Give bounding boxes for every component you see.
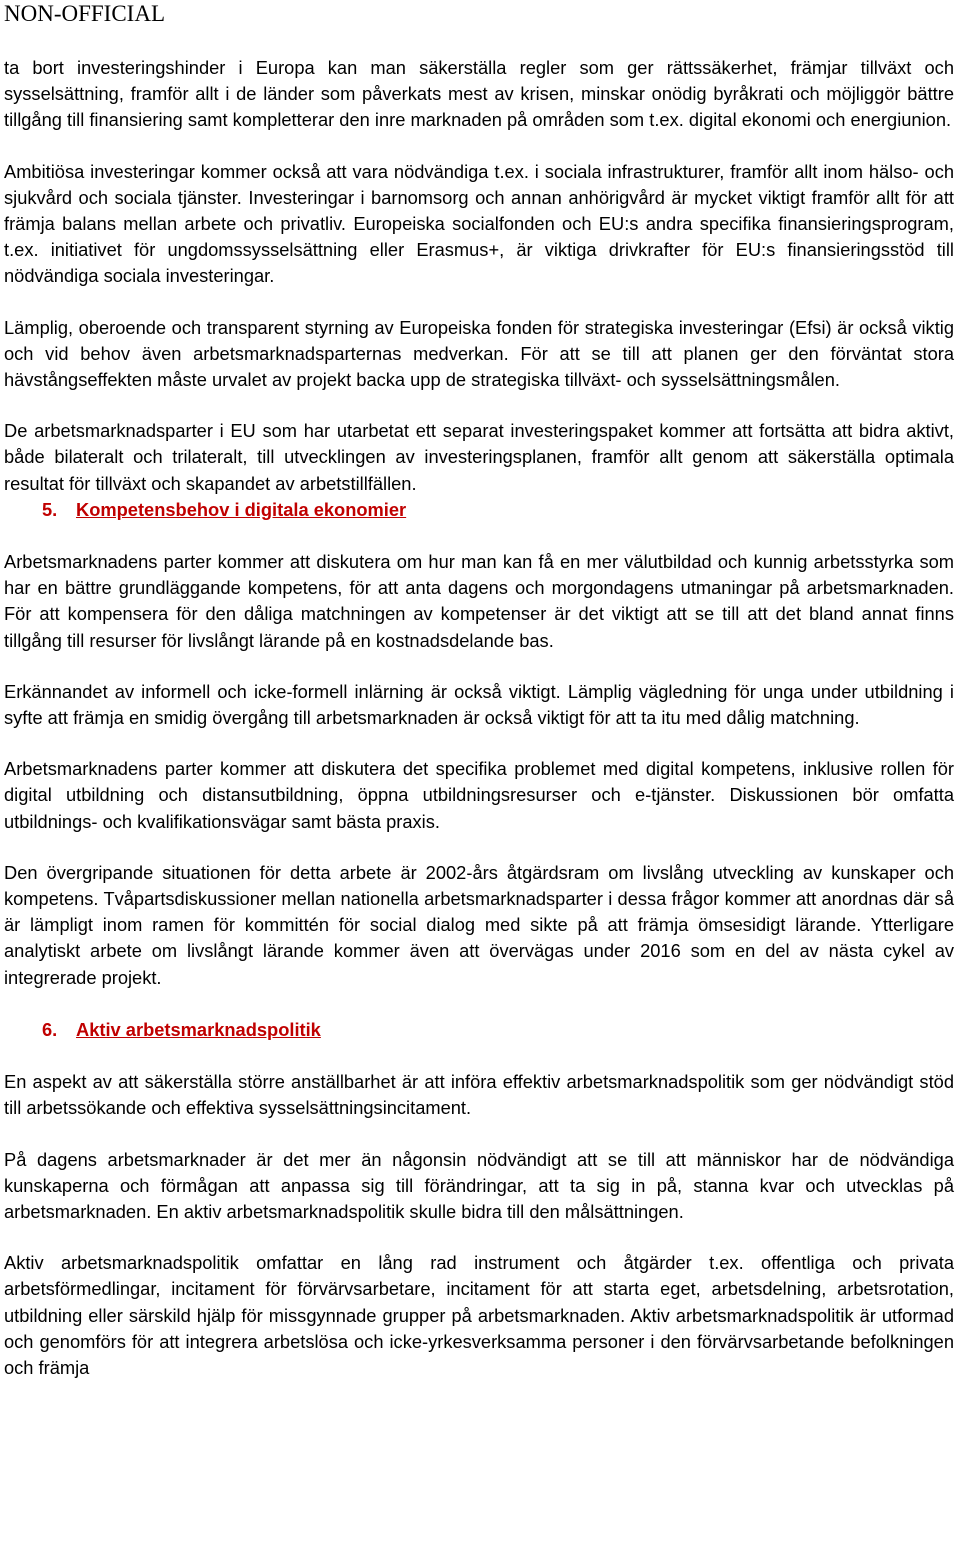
paragraph-active-policy-instruments: Aktiv arbetsmarknadspolitik omfattar en lång rad instrument och åtgärder t.ex. offentliga och privata arbetsförmedlingar, incitament för förvärvsarbetare, incitament för att starta eget, arbetsdelning, arbetsrotation, utbildning eller särskild hjälp för missgynnade grupper på arbetsmarknaden. Aktiv arbetsmarknadspolitik är utformad och genomförs för att integrera arbetslösa och icke-yrkesverksamma personer i den förvärvsarbetande befolkningen och främja xyxy=(4,1252,954,1378)
section-title: Kompetensbehov i digitala ekonomier xyxy=(76,498,407,520)
section-number: 5. xyxy=(42,498,58,520)
classification-marking: NON-OFFICIAL xyxy=(4,1,165,26)
paragraph-social-investments: Ambitiösa investeringar kommer också att vara nödvändiga t.ex. i sociala infrastrukturer, framför allt inom hälso- och sjukvård och sociala tjänster. Investeringar i barnomsorg och annan anhörigvård är mycket viktigt framför allt för att främja balans mellan arbete och privatliv. Europeiska socialfonden och EU:s andra specifika finansieringsprogram, t.ex. initiativet för ungdomssysselsättning eller Erasmus+, är viktiga drivkrafter för EU:s finansieringsstöd till nödvändiga sociala investeringar. xyxy=(4,160,954,287)
document-body xyxy=(4,55,954,1381)
paragraph-labour-market-adaptation: På dagens arbetsmarknader är det mer än någonsin nödvändigt att se till att människor har de nödvändiga kunskaperna och förmågan att anpassa sig till förändringar, att ta sig in på, stanna kvar och utvecklas på arbetsmarknaden. En aktiv arbetsmarknadspolitik skulle bidra till den målsättningen. xyxy=(4,1148,954,1222)
paragraph-investment-package: De arbetsmarknadsparter i EU som har utarbetat ett separat investeringspaket kommer att fortsätta att bidra aktivt, både bilateralt och trilateralt, till utvecklingen av investeringsplanen, framför allt genom att säkerställa optimala resultat för tillväxt och skapandet av arbetstillfällen. xyxy=(4,420,954,494)
section-heading-5 xyxy=(4,497,954,523)
section-title: Aktiv arbetsmarknadspolitik xyxy=(76,1018,321,1040)
paragraph-lifelong-learning-framework: Den övergripande situationen för detta arbete är 2002-års åtgärdsram om livslång utveckling av kunskaper och kompetens. Tvåpartsdiskussioner mellan nationella arbetsmarknadsparter i dessa frågor kommer att anordnas där så är lämpligt inom ramen för kommittén för social dialog med sikte på att främja ömsesidigt lärande. Ytterligare analytiskt arbete om livslångt lärande kommer även att övervägas under 2016 som en del av nästa cykel av integrerade projekt. xyxy=(4,861,954,988)
paragraph-employability: En aspekt av att säkerställa större anställbarhet är att införa effektiv arbetsmarknadspolitik som ger nödvändigt stöd till arbetssökande och effektiva sysselsättningsincitament. xyxy=(4,1071,954,1119)
paragraph-efsi-governance: Lämplig, oberoende och transparent styrning av Europeiska fonden för strategiska investeringar (Efsi) är också viktig och vid behov även arbetsmarknadsparternas medverkan. För att se till att planen ger den förväntat stora hävstångseffekten måste urvalet av projekt backa upp de strategiska tillväxt- och sysselsättningsmålen. xyxy=(4,316,954,391)
paragraph-skilled-workforce: Arbetsmarknadens parter kommer att diskutera om hur man kan få en mer välutbildad och kunnig arbetsstyrka som har en bättre grundläggande kompetens, för att anta dagens och morgondagens utmaningar på arbetsmarknaden. För att kompensera för den dåliga matchningen av kompetenser är det viktigt att se till att det bland annat finns tillgång till resurser för livslångt lärande på en kostnadsdelande bas. xyxy=(4,551,954,651)
paragraph-digital-skills: Arbetsmarknadens parter kommer att diskutera det specifika problemet med digital kompetens, inklusive rollen för digital utbildning och distansutbildning, öppna utbildningsresurser och e-tjänster. Diskussionen bör omfatta utbildnings- och kvalifikationsvägar samt bästa praxis. xyxy=(4,758,954,832)
paragraph-investment-barriers: ta bort investeringshinder i Europa kan man säkerställa regler som ger rättssäkerhet, främjar tillväxt och sysselsättning, framför allt i de länder som påverkats mest av krisen, minskar onödig byråkrati och möjliggör bättre tillgång till finansiering samt kompletterar den inre marknaden på områden som t.ex. digital ekonomi och energiunion. xyxy=(4,57,954,131)
section-number: 6. xyxy=(42,1018,58,1040)
section-heading-6 xyxy=(4,1017,954,1043)
paragraph-informal-learning: Erkännandet av informell och icke-formell inlärning är också viktigt. Lämplig vägledning för unga under utbildning i syfte att främja en smidig övergång till arbetsmarknaden är också viktigt för att ta itu med dålig matchning. xyxy=(4,680,954,729)
